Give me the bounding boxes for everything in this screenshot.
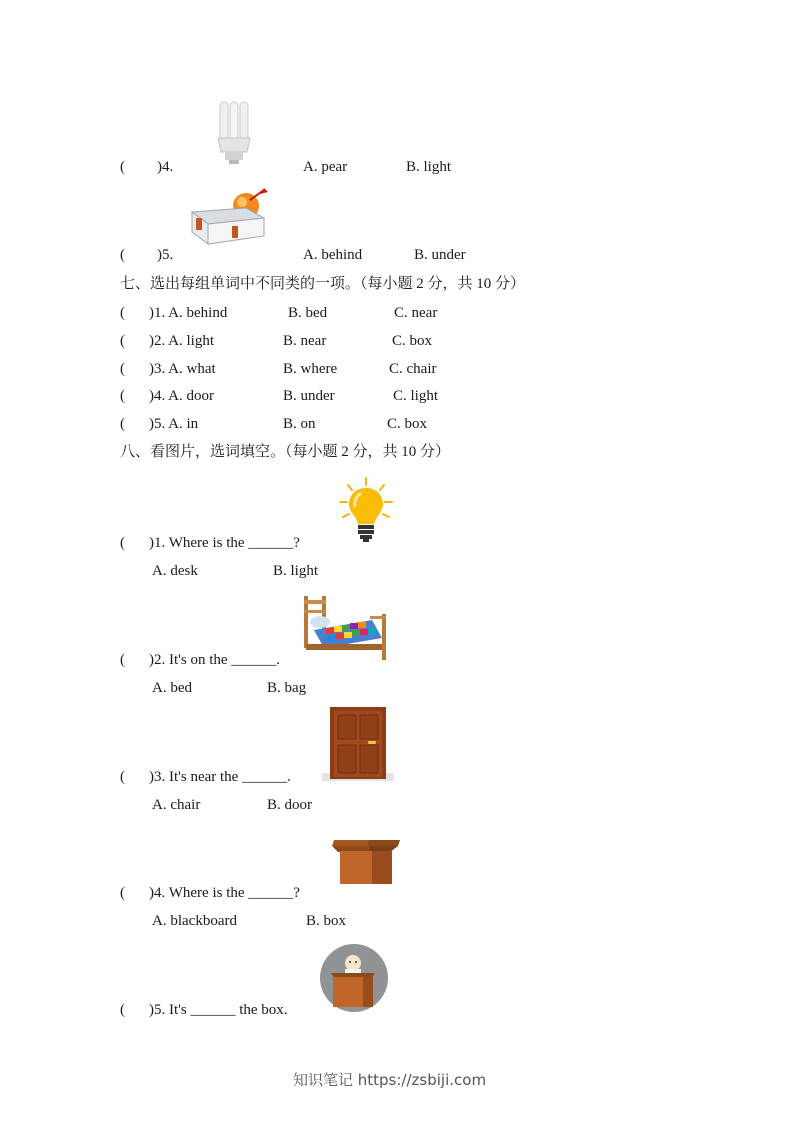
section7-title: 七、选出每组单词中不同类的一项。（每小题 2 分，共 10 分） xyxy=(120,276,526,292)
s7-q3-paren: ( xyxy=(120,361,125,377)
s7-q2-paren: ( xyxy=(120,333,125,349)
s6-q4-paren: ( xyxy=(120,159,125,175)
s6-q4-option-a: A. pear xyxy=(303,159,348,175)
s8-q5-paren: ( xyxy=(120,1002,125,1018)
s7-q1-option-b: B. bed xyxy=(288,305,328,321)
s6-q5-number: )5. xyxy=(157,247,174,263)
box-icon xyxy=(332,838,402,886)
s7-q3-option-a: )3. A. what xyxy=(149,361,216,377)
s8-q1-option-a: A. desk xyxy=(152,563,198,579)
s7-q4-option-c: C. light xyxy=(393,388,439,404)
s8-q3-question: )3. It's near the ______. xyxy=(149,769,291,785)
s6-q5-option-a: A. behind xyxy=(303,247,363,263)
s8-q5-question: )5. It's ______ the box. xyxy=(149,1002,288,1018)
s8-q3-option-b: B. door xyxy=(267,797,312,813)
bed-icon xyxy=(300,592,390,662)
s7-q5-option-b: B. on xyxy=(283,416,316,432)
light-bulb-icon xyxy=(336,476,396,546)
s6-q4-number: )4. xyxy=(157,159,174,175)
s8-q2-question: )2. It's on the ______. xyxy=(149,652,281,668)
footer-watermark: 知识笔记 https://zsbiji.com xyxy=(293,1071,487,1089)
s7-q2-option-a: )2. A. light xyxy=(149,333,215,349)
section8-title: 八、看图片，选词填空。（每小题 2 分，共 10 分） xyxy=(120,444,451,460)
s7-q1-option-c: C. near xyxy=(394,305,438,321)
s8-q4-paren: ( xyxy=(120,885,125,901)
s7-q1-option-a: )1. A. behind xyxy=(149,305,228,321)
s8-q2-option-b: B. bag xyxy=(267,680,307,696)
s8-q1-option-b: B. light xyxy=(273,563,319,579)
ball-box-icon xyxy=(188,188,270,246)
s7-q5-option-a: )5. A. in xyxy=(149,416,199,432)
s7-q5-paren: ( xyxy=(120,416,125,432)
s8-q1-paren: ( xyxy=(120,535,125,551)
door-icon xyxy=(322,705,394,783)
s6-q5-paren: ( xyxy=(120,247,125,263)
s7-q3-option-c: C. chair xyxy=(389,361,437,377)
s7-q4-option-b: B. under xyxy=(283,388,335,404)
s8-q4-option-b: B. box xyxy=(306,913,347,929)
s7-q1-paren: ( xyxy=(120,305,125,321)
s7-q4-paren: ( xyxy=(120,388,125,404)
s8-q2-option-a: A. bed xyxy=(152,680,192,696)
s8-q4-question: )4. Where is the ______? xyxy=(149,885,300,901)
s8-q1-question: )1. Where is the ______? xyxy=(149,535,300,551)
s7-q4-option-a: )4. A. door xyxy=(149,388,214,404)
s8-q2-paren: ( xyxy=(120,652,125,668)
s7-q5-option-c: C. box xyxy=(387,416,428,432)
s8-q3-paren: ( xyxy=(120,769,125,785)
s6-q4-option-b: B. light xyxy=(406,159,452,175)
s7-q2-option-c: C. box xyxy=(392,333,433,349)
s6-q5-option-b: B. under xyxy=(414,247,466,263)
s7-q2-option-b: B. near xyxy=(283,333,327,349)
s8-q3-option-a: A. chair xyxy=(152,797,201,813)
baby-in-box-icon xyxy=(319,943,389,1013)
s8-q4-option-a: A. blackboard xyxy=(152,913,237,929)
s7-q3-option-b: B. where xyxy=(283,361,338,377)
cfl-bulb-icon xyxy=(214,100,254,166)
